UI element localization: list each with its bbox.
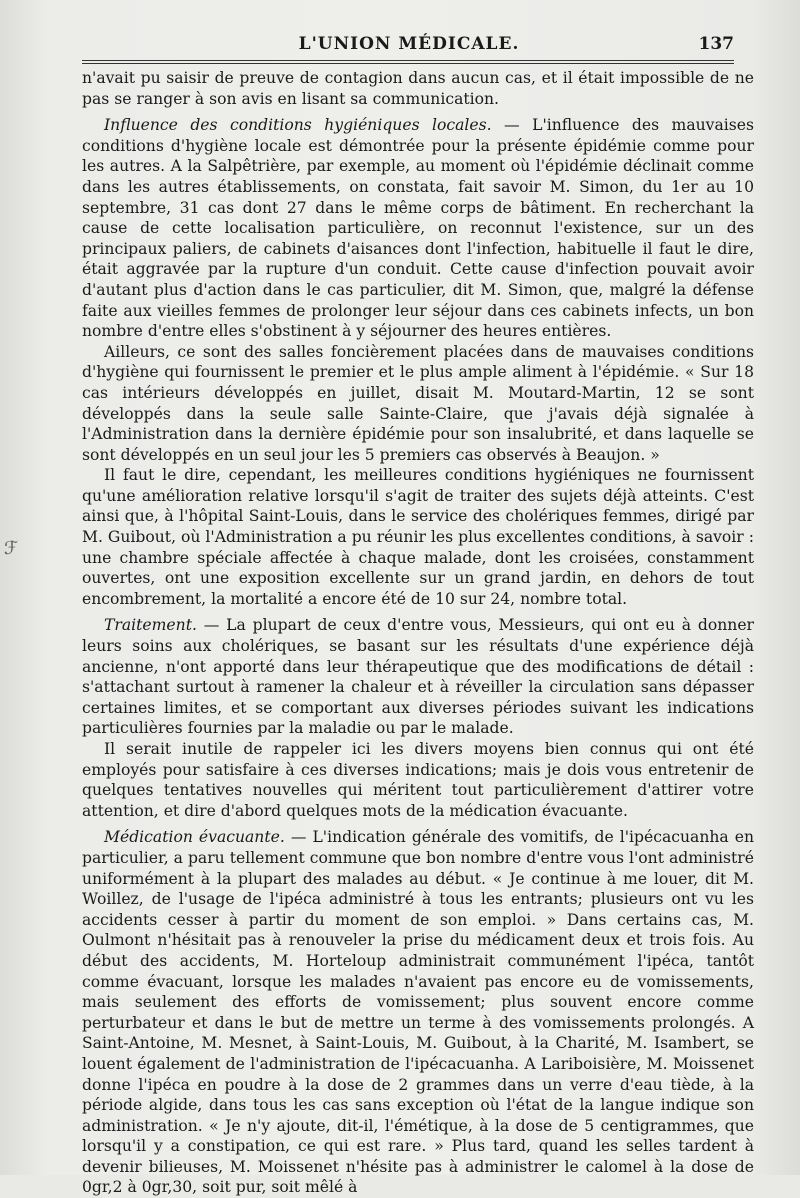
section-heading: Traitement. bbox=[104, 616, 197, 635]
paragraph-text: Ailleurs, ce sont des salles foncièrement placées dans de mauvaises conditions d'hygiène qui fournissent le premier et le plus ample aliment à l'épidémie. « Sur 18 cas intérieurs développés en juillet, disait M. Moutard-Martin, 12 se sont développés dans la seule salle Sainte-Claire, que j'avais déjà signalée à l'Administration dans la dernière épidémie pour son insalubrité, et dans laquelle se sont développés en un seul jour les 5 premiers cas observés à Beaujon. » bbox=[82, 342, 754, 464]
paragraph-hygiene bbox=[82, 115, 754, 342]
page-number: 137 bbox=[698, 34, 734, 54]
running-header bbox=[80, 34, 738, 56]
header-rule bbox=[82, 60, 734, 61]
section-heading: Médication évacuante. bbox=[104, 828, 285, 847]
paragraph-text: Il faut le dire, cependant, les meilleures conditions hygiéniques ne fournissent qu'une amélioration relative lorsqu'il s'agit de traiter des sujets déjà atteints. C'est ainsi que, à l'hôpital Saint-Louis, dans le service des cholériques femmes, dirigé par M. Guibout, où l'Administration a pu réunir les plus excellentes conditions, à savoir : une chambre spéciale affectée à chaque malade, dont les croisées, constamment ouvertes, ont une exposition excellente sur un grand jardin, en dehors de tout encombrement, la mortalité a encore été de 10 sur 24, nombre total. bbox=[82, 466, 754, 608]
paragraph-text: n'avait pu saisir de preuve de contagion dans aucun cas, et il était impossible de ne pas se ranger à son avis en lisant sa communication. bbox=[82, 69, 754, 108]
section-heading: Influence des conditions hygiéniques locales. bbox=[104, 116, 492, 135]
margin-mark: ℱ bbox=[4, 538, 19, 559]
paragraph-text: Il serait inutile de rappeler ici les divers moyens bien connus qui ont été employés pour satisfaire à ces diverses indications; mais je dois vous entretenir de quelques tentatives nouvelles qui méritent tout particulièrement d'attirer votre attention, et dire d'abord quelques mots de la médication évacuante. bbox=[82, 740, 754, 820]
paragraph-salles bbox=[82, 342, 754, 466]
article-body bbox=[82, 68, 754, 1198]
paragraph-traitement bbox=[82, 615, 754, 739]
paragraph-conditions bbox=[82, 465, 754, 609]
paragraph-text: — L'influence des mauvaises conditions d'hygiène locale est démontrée pour la présente épidémie comme pour les autres. A la Salpêtrière, par exemple, au moment où l'épidémie déclinait comme dans les autres établissements, on constata, fait savoir M. Simon, du 1er au 10 septembre, 31 cas dont 27 dans le même corps de bâtiment. En recherchant la cause de cette localisation particulière, on reconnut l'existence, sur un des principaux paliers, de cabinets d'aisances dont l'infection, habituelle il faut le dire, était aggravée par la rupture d'un conduit. Cette cause d'infection pouvait avoir d'autant plus d'action dans le cas particulier, dit M. Simon, que, malgré la défense faite aux vieilles femmes de prolonger leur séjour dans ces cabinets infects, un bon nombre d'entre elles s'obstinent à y séjourner des heures entières. bbox=[82, 116, 754, 341]
header-rule-thin bbox=[82, 63, 734, 64]
journal-title: L'UNION MÉDICALE. bbox=[298, 34, 520, 54]
paragraph-medication bbox=[82, 827, 754, 1198]
paragraph-text: — L'indication générale des vomitifs, de l'ipécacuanha en particulier, a paru tellement commune que bon nombre d'entre vous l'ont administré uniformément à la plupart des malades au début. « Je continue à me louer, dit M. Woillez, de l'usage de l'ipéca administré à tous les entrants; plusieurs ont vu les accidents cesser à partir du moment de son emploi. » Dans certains cas, M. Oulmont n'hésitait pas à renouveler la prise du médicament deux et trois fois. Au début des accidents, M. Horteloup administrait communément l'ipéca, tantôt comme évacuant, lorsque les malades n'avaient pas encore eu de vomissements, mais seulement des efforts de vomissement; plus souvent encore comme perturbateur et dans le but de mettre un terme à des vomissements prolongés. A Saint-Antoine, M. Mesnet, à Saint-Louis, M. Guibout, à la Charité, M. Isambert, se louent également de l'administration de l'ipécacuanha. A Lariboisière, M. Moissenet donne l'ipéca en poudre à la dose de 2 grammes dans un verre d'eau tiède, à la période algide, dans tous les cas sans exception où l'état de la langue indique son administration. « Je n'y ajoute, dit-il, l'émétique, à la dose de 5 centigrammes, que lorsqu'il y a constipation, ce qui est rare. » Plus tard, quand les selles tardent à devenir bilieuses, M. Moissenet n'hésite pas à administrer le calomel à la dose de 0gr,2 à 0gr,30, soit pur, soit mêlé à bbox=[82, 828, 754, 1197]
paragraph-continuation bbox=[82, 68, 754, 109]
paragraph-moyens bbox=[82, 739, 754, 821]
paragraph-text: — La plupart de ceux d'entre vous, Messieurs, qui ont eu à donner leurs soins aux cholériques, se basant sur les résultats d'une expérience déjà ancienne, n'ont apporté dans leur thérapeutique que des modifications de détail : s'attachant surtout à ramener la chaleur et à réveiller la circulation sans dépasser certaines limites, et se comportant aux diverses périodes suivant les indications particulières fournies par la maladie ou par le malade. bbox=[82, 616, 754, 738]
